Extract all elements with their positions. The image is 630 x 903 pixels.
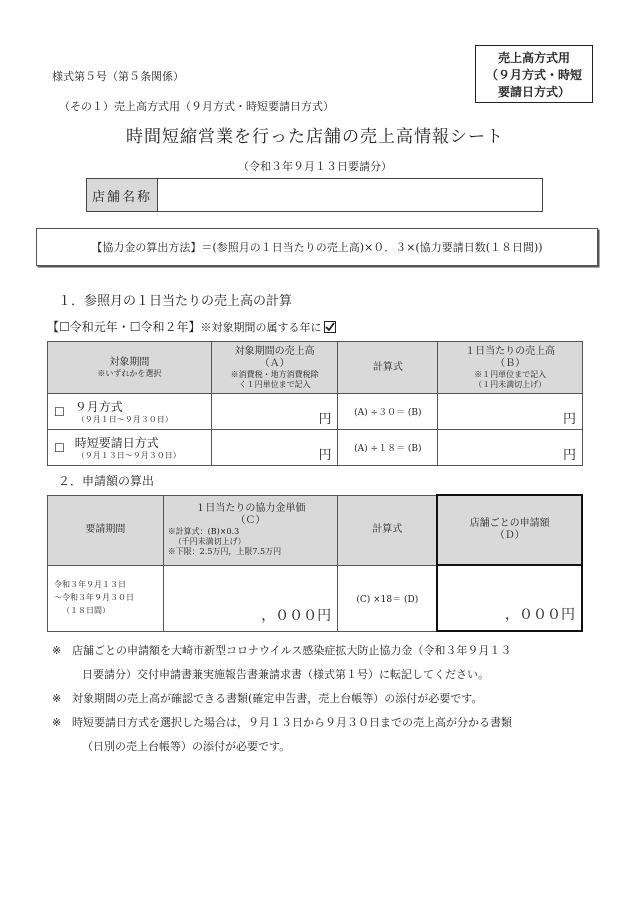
request-period-end: ～令和３年９月３０日 xyxy=(54,593,134,602)
year-select[interactable]: 【☐令和元年・☐令和２年】 xyxy=(47,320,201,334)
col-target-period-title: 対象期間 xyxy=(109,356,150,368)
formula-cell: (A) ÷３０＝ (B) xyxy=(338,394,438,430)
note-text: 日要請分）交付申請書兼実施報告書兼請求書（様式第１号）に転記してください。 xyxy=(82,668,489,681)
col-daily-sales-note2: （１円未満切上げ） xyxy=(474,379,547,389)
table-row xyxy=(48,430,583,466)
store-amount-field[interactable]: ，０００円 xyxy=(437,565,582,631)
method-period: （９月１３日～９月３０日） xyxy=(76,451,181,460)
sales-table-header xyxy=(48,342,583,394)
sales-calc-table xyxy=(47,341,583,466)
col-store-amount-code: （Ｄ） xyxy=(494,530,525,541)
formula-cell: (A) ÷１８＝ (B) xyxy=(338,430,438,466)
store-name-label: 店舗名称 xyxy=(87,179,158,211)
note-text: 対象期間の売上高が確認できる書類(確定申告書，売上台帳等）の添付が必要です。 xyxy=(72,692,483,705)
col-store-amount xyxy=(437,495,582,565)
col-period-sales-note2: く１円単位まで記入 xyxy=(238,379,311,389)
unit-price-field[interactable]: ，０００円 xyxy=(163,565,338,631)
sales-amount-field[interactable]: 円 xyxy=(211,430,338,466)
col-unit-price xyxy=(163,495,338,565)
col-unit-price-code: （Ｃ） xyxy=(235,515,266,526)
note-mark xyxy=(52,666,72,683)
col-formula: 計算式 xyxy=(338,495,438,565)
section1-heading: １．参照月の１日当たりの売上高の計算 xyxy=(58,294,293,309)
col-daily-sales-note1: ※１円単位まで記入 xyxy=(474,369,547,379)
amount-table-header xyxy=(48,495,583,565)
col-daily-sales-code: （Ｂ） xyxy=(495,357,526,369)
checked-box-icon xyxy=(324,321,336,336)
note-line xyxy=(52,642,612,659)
checkbox-shortened-hours-method[interactable]: ☐ xyxy=(54,440,65,455)
col-daily-sales-title: １日当たりの売上高 xyxy=(465,345,556,357)
note-line xyxy=(52,738,612,755)
formula-box: 【協力金の算出方法】＝(参照月の１日当たりの売上高)×０．３×(協力要請日数(１８日間)) xyxy=(36,228,598,266)
col-period-sales xyxy=(211,342,338,394)
year-select-line xyxy=(47,318,336,336)
stamp-line-2: （９月方式・時短 xyxy=(485,68,582,82)
section2-heading: ２．申請額の算出 xyxy=(58,474,155,488)
col-period-sales-title: 対象期間の売上高 xyxy=(234,345,315,357)
form-variant: （その１）売上高方式用（９月方式・時短要請日方式） xyxy=(59,100,334,113)
note-mark: ※ xyxy=(52,644,62,657)
form-type-stamp xyxy=(475,45,593,103)
col-request-period: 要請期間 xyxy=(48,495,164,565)
daily-sales-field[interactable]: 円 xyxy=(438,394,583,430)
col-unit-price-title: １日当たりの協力金単価 xyxy=(195,503,306,514)
table-row xyxy=(48,394,583,430)
row-shortened-hours-method xyxy=(48,430,212,466)
row-september-method xyxy=(48,394,212,430)
request-period-cell xyxy=(48,565,164,631)
col-unit-price-note1: ※計算式：(B)×0.3 xyxy=(167,527,240,536)
col-period-sales-note1: ※消費税・地方消費税除 xyxy=(230,369,319,379)
application-amount-table xyxy=(47,494,583,632)
col-period-sales-code: （Ａ） xyxy=(259,357,290,369)
request-period-start: 令和３年９月１３日 xyxy=(54,580,126,589)
formula-cell: (C) ×18＝ (D) xyxy=(338,565,438,631)
table-row xyxy=(48,565,583,631)
store-name-field[interactable] xyxy=(158,179,542,211)
col-formula: 計算式 xyxy=(338,342,438,394)
note-text: （日別の売上台帳等）の添付が必要です。 xyxy=(82,740,291,753)
page-title: 時間短縮営業を行った店舗の売上高情報シート xyxy=(126,127,504,147)
daily-sales-field[interactable]: 円 xyxy=(438,430,583,466)
note-mark: ※ xyxy=(52,692,62,705)
col-daily-sales xyxy=(438,342,583,394)
method-name: ９月方式 xyxy=(74,400,123,414)
note-line xyxy=(52,690,612,707)
stamp-line-3: 要請日方式） xyxy=(497,85,570,99)
form-number: 様式第５号（第５条関係） xyxy=(52,70,184,83)
store-name-box xyxy=(86,178,543,212)
note-mark xyxy=(52,738,72,755)
note-text: 時短要請日方式を選択した場合は，９月１３日から９月３０日までの売上高が分かる書類 xyxy=(72,716,512,729)
note-mark: ※ xyxy=(52,716,62,729)
page-subtitle: （令和３年９月１３日要請分） xyxy=(238,160,392,173)
note-line xyxy=(52,666,612,683)
sales-amount-field[interactable]: 円 xyxy=(211,394,338,430)
method-period: （９月１日～９月３０日） xyxy=(76,415,173,424)
col-target-period xyxy=(48,342,212,394)
col-target-period-note: ※いずれかを選択 xyxy=(97,368,162,378)
note-text: 店舗ごとの申請額を大崎市新型コロナウイルス感染症拡大防止協力金（令和３年９月１３ xyxy=(72,644,512,657)
request-period-days: （１８日間） xyxy=(62,606,110,615)
year-note: ※対象期間の属する年に xyxy=(200,321,322,334)
checkbox-september-method[interactable]: ☐ xyxy=(54,404,65,419)
col-unit-price-note3: ※下限：2.5万円，上限7.5万円 xyxy=(167,547,282,556)
notes-list xyxy=(52,642,612,755)
col-unit-price-note2: （千円未満切上げ） xyxy=(173,537,246,546)
method-name: 時短要請日方式 xyxy=(74,436,159,450)
stamp-line-1: 売上高方式用 xyxy=(497,51,570,65)
note-line xyxy=(52,714,612,731)
col-store-amount-title: 店舗ごとの申請額 xyxy=(469,518,550,529)
